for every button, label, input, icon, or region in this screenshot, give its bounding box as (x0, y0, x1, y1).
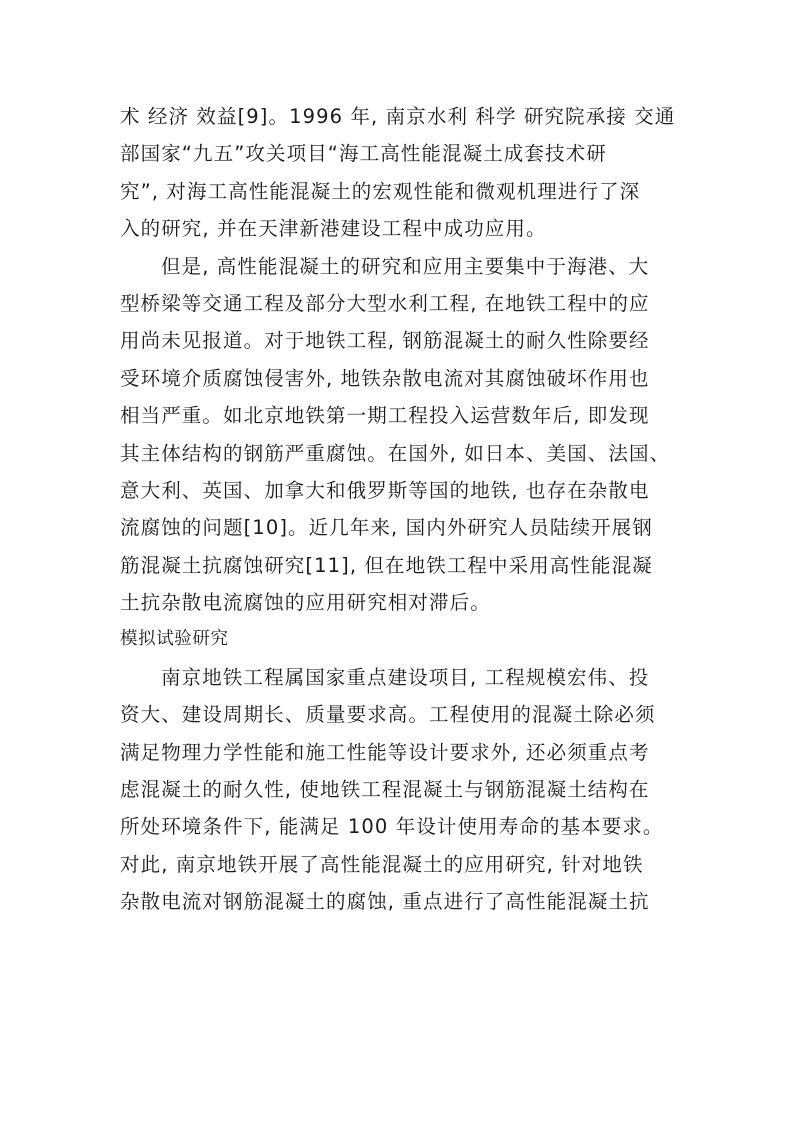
text-line: 杂散电流对钢筋混凝土的腐蚀, 重点进行了高性能混凝土抗 (120, 890, 650, 914)
text-line: 部国家“九五”攻关项目“海工高性能混凝土成套技术研 (120, 142, 607, 166)
section-heading: 模拟试验研究 (120, 629, 229, 650)
paragraph-2 (120, 248, 680, 622)
text-line: 意大利、英国、加拿大和俄罗斯等国的地铁, 也存在杂散电 (120, 478, 650, 502)
text-line: 筋混凝土抗腐蚀研究[11], 但在地铁工程中采用高性能混凝 (120, 553, 653, 577)
text-line: 其主体结构的钢筋严重腐蚀。在国外, 如日本、美国、法国、 (120, 441, 671, 465)
text-line: 型桥梁等交通工程及部分大型水利工程, 在地铁工程中的应 (120, 291, 650, 315)
text-line: 相当严重。如北京地铁第一期工程投入运营数年后, 即发现 (120, 404, 650, 428)
text-line: 南京地铁工程属国家重点建设项目, 工程规模宏伟、投 (161, 665, 650, 689)
text-line: 满足物理力学性能和施工性能等设计要求外, 还必须重点考 (120, 740, 650, 764)
text-line: 资大、建设周期长、质量要求高。工程使用的混凝土除必须 (120, 703, 656, 727)
text-line: 入的研究, 并在天津新港建设工程中成功应用。 (120, 217, 547, 241)
text-line: 对此, 南京地铁开展了高性能混凝土的应用研究, 针对地铁 (120, 852, 644, 876)
text-line: 流腐蚀的问题[10]。近几年来, 国内外研究人员陆续开展钢 (120, 516, 653, 540)
text-line: 究”, 对海工高性能混凝土的宏观性能和微观机理进行了深 (120, 179, 641, 203)
paragraph-1 (120, 98, 680, 248)
text-line: 虑混凝土的耐久性, 使地铁工程混凝土与钢筋混凝土结构在 (120, 778, 650, 802)
text-line: 用尚未见报道。对于地铁工程, 钢筋混凝土的耐久性除要经 (120, 329, 650, 353)
text-line: 受环境介质腐蚀侵害外, 地铁杂散电流对其腐蚀破坏作用也 (120, 366, 650, 390)
text-line: 术 经济 效益[9]。1996 年, 南京水利 科学 研究院承接 交通 (120, 105, 676, 128)
text-line: 所处环境条件下, 能满足 100 年设计使用寿命的基本要求。 (120, 815, 664, 839)
text-line: 但是, 高性能混凝土的研究和应用主要集中于海港、大 (161, 254, 650, 278)
paragraph-3 (120, 659, 680, 921)
document-body (120, 98, 680, 921)
text-line: 土抗杂散电流腐蚀的应用研究相对滞后。 (120, 591, 491, 615)
